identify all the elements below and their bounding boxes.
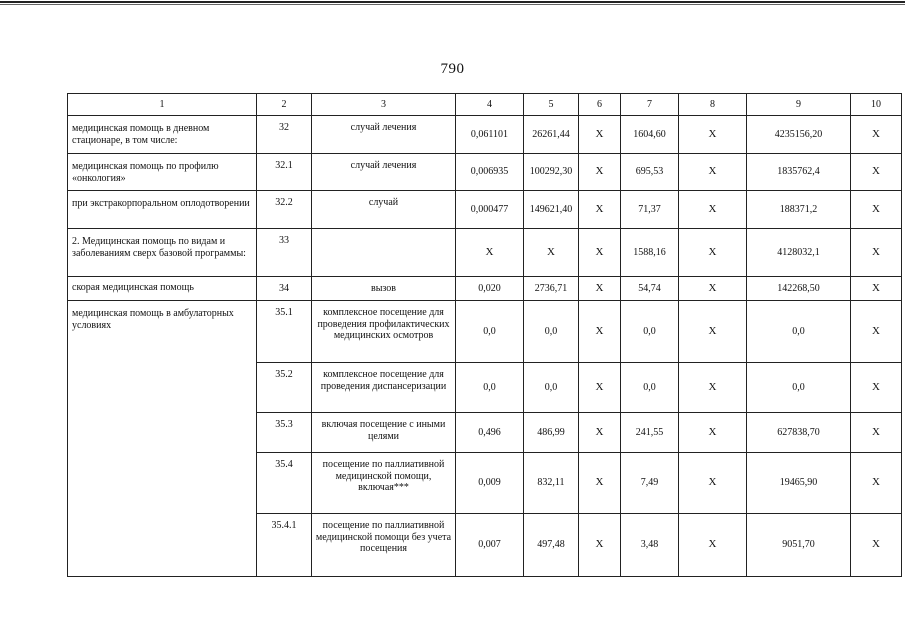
cell-value: X xyxy=(851,301,902,363)
table-row xyxy=(68,301,902,363)
cell-value: 1588,16 xyxy=(621,229,679,277)
cell-value: 54,74 xyxy=(621,277,679,301)
cell-value: 9051,70 xyxy=(747,514,851,577)
cell-value: X xyxy=(579,191,621,229)
cell-value: X xyxy=(679,453,747,514)
cell-value: 0,0 xyxy=(456,363,524,413)
cell-value: X xyxy=(851,363,902,413)
cell-value: 0,0 xyxy=(524,301,579,363)
cell-value: 695,53 xyxy=(621,154,679,191)
cell-value: X xyxy=(851,229,902,277)
table-row xyxy=(68,191,902,229)
cell-value: 100292,30 xyxy=(524,154,579,191)
cell-value: 0,009 xyxy=(456,453,524,514)
cell-value: 497,48 xyxy=(524,514,579,577)
cell-value: X xyxy=(851,413,902,453)
cell-value: 1835762,4 xyxy=(747,154,851,191)
cell-value: X xyxy=(851,154,902,191)
cell-value: 0,006935 xyxy=(456,154,524,191)
cell-value: 19465,90 xyxy=(747,453,851,514)
cell-value: 0,0 xyxy=(747,363,851,413)
cell-value: 2736,71 xyxy=(524,277,579,301)
column-header: 10 xyxy=(851,94,902,116)
cell-value: 149621,40 xyxy=(524,191,579,229)
cell-value: X xyxy=(851,116,902,154)
cell-value: 241,55 xyxy=(621,413,679,453)
table-row xyxy=(68,229,902,277)
column-header: 7 xyxy=(621,94,679,116)
cell-value: X xyxy=(579,301,621,363)
row-unit: посещение по паллиативной медицинской помощи, включая*** xyxy=(312,453,456,514)
cell-value: 832,11 xyxy=(524,453,579,514)
cell-value: X xyxy=(851,453,902,514)
top-border-line xyxy=(0,1,905,3)
cell-value: X xyxy=(679,413,747,453)
row-unit: случай лечения xyxy=(312,116,456,154)
cell-value: X xyxy=(579,229,621,277)
row-code: 32 xyxy=(257,116,312,154)
cell-value: 3,48 xyxy=(621,514,679,577)
row-unit: случай лечения xyxy=(312,154,456,191)
row-unit: включая посещение с иными целями xyxy=(312,413,456,453)
cell-value: X xyxy=(579,277,621,301)
cell-value: 142268,50 xyxy=(747,277,851,301)
row-name: медицинская помощь в дневном стационаре, в том числе: xyxy=(68,116,257,154)
column-header: 5 xyxy=(524,94,579,116)
cell-value: X xyxy=(851,191,902,229)
cell-value: 0,061101 xyxy=(456,116,524,154)
row-name: 2. Медицинская помощь по видам и заболеваниям сверх базовой программы: xyxy=(68,229,257,277)
row-name: медицинская помощь в амбулаторных условиях xyxy=(68,301,257,577)
table-row xyxy=(68,277,902,301)
data-table xyxy=(67,93,902,577)
row-name: медицинская помощь по профилю «онкология» xyxy=(68,154,257,191)
cell-value: 0,496 xyxy=(456,413,524,453)
cell-value: 627838,70 xyxy=(747,413,851,453)
cell-value: 188371,2 xyxy=(747,191,851,229)
cell-value: X xyxy=(579,154,621,191)
row-unit: вызов xyxy=(312,277,456,301)
cell-value: X xyxy=(456,229,524,277)
column-header: 4 xyxy=(456,94,524,116)
row-code: 35.2 xyxy=(257,363,312,413)
table-row xyxy=(68,154,902,191)
cell-value: X xyxy=(579,363,621,413)
page-number: 790 xyxy=(440,61,465,77)
cell-value: X xyxy=(579,413,621,453)
cell-value: X xyxy=(679,277,747,301)
cell-value: X xyxy=(679,301,747,363)
cell-value: X xyxy=(679,191,747,229)
row-unit: случай xyxy=(312,191,456,229)
cell-value: X xyxy=(579,116,621,154)
cell-value: X xyxy=(679,154,747,191)
row-code: 35.4.1 xyxy=(257,514,312,577)
table-row xyxy=(68,116,902,154)
row-code: 34 xyxy=(257,277,312,301)
row-name: при экстракорпоральном оплодотворении xyxy=(68,191,257,229)
cell-value: 26261,44 xyxy=(524,116,579,154)
cell-value: X xyxy=(679,363,747,413)
cell-value: 4128032,1 xyxy=(747,229,851,277)
cell-value: 0,007 xyxy=(456,514,524,577)
row-unit: комплексное посещение для проведения диспансеризации xyxy=(312,363,456,413)
cell-value: X xyxy=(579,514,621,577)
cell-value: X xyxy=(679,116,747,154)
table-header-row xyxy=(68,94,902,116)
cell-value: 0,020 xyxy=(456,277,524,301)
cell-value: 71,37 xyxy=(621,191,679,229)
row-code: 35.4 xyxy=(257,453,312,514)
cell-value: X xyxy=(679,514,747,577)
column-header: 2 xyxy=(257,94,312,116)
row-code: 32.1 xyxy=(257,154,312,191)
cell-value: X xyxy=(679,229,747,277)
column-header: 8 xyxy=(679,94,747,116)
cell-value: 0,0 xyxy=(621,363,679,413)
column-header: 6 xyxy=(579,94,621,116)
cell-value: 0,0 xyxy=(747,301,851,363)
column-header: 1 xyxy=(68,94,257,116)
cell-value: X xyxy=(524,229,579,277)
column-header: 9 xyxy=(747,94,851,116)
row-code: 33 xyxy=(257,229,312,277)
row-unit: комплексное посещение для проведения профилактических медицинских осмотров xyxy=(312,301,456,363)
row-unit xyxy=(312,229,456,277)
cell-value: 486,99 xyxy=(524,413,579,453)
cell-value: X xyxy=(851,277,902,301)
row-unit: посещение по паллиативной медицинской помощи без учета посещения xyxy=(312,514,456,577)
cell-value: 0,0 xyxy=(621,301,679,363)
cell-value: 0,000477 xyxy=(456,191,524,229)
top-border-line-thin xyxy=(0,4,905,5)
cell-value: 0,0 xyxy=(456,301,524,363)
row-code: 35.1 xyxy=(257,301,312,363)
cell-value: 4235156,20 xyxy=(747,116,851,154)
column-header: 3 xyxy=(312,94,456,116)
row-name: скорая медицинская помощь xyxy=(68,277,257,301)
cell-value: X xyxy=(579,453,621,514)
row-code: 35.3 xyxy=(257,413,312,453)
cell-value: 0,0 xyxy=(524,363,579,413)
cell-value: 1604,60 xyxy=(621,116,679,154)
cell-value: X xyxy=(851,514,902,577)
row-code: 32.2 xyxy=(257,191,312,229)
cell-value: 7,49 xyxy=(621,453,679,514)
